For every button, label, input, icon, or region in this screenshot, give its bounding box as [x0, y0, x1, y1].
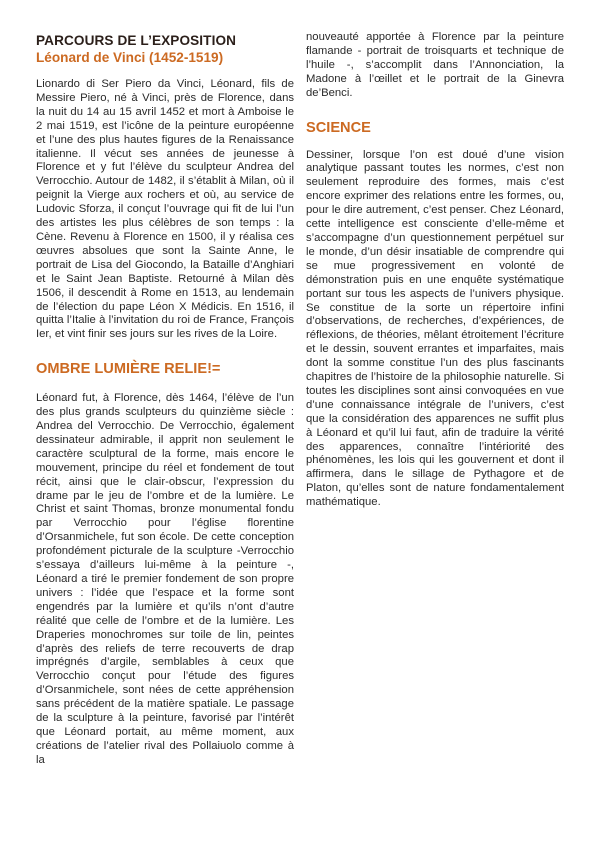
- section-heading-science: SCIENCE: [306, 119, 371, 136]
- page-title: PARCOURS DE L’EXPOSITION: [36, 33, 237, 48]
- intro-paragraph: Lionardo di Ser Piero da Vinci, Léonard, fils de Messire Piero, né à Vinci, près de Florence, dans la nuit du 14 au 15 avril 1452 et mort à Amboise le 2 mai 1519, est l’icône de la peinture européenne et l’une des plus hautes figures de la Renaissance italienne. Il vécut ses années de jeunesse à Florence et y fut l’élève du sculpteur Andrea del Verrocchio. Autour de 1482, il s’établit à Milan, où il peignit la Vierge aux rochers et où, au service de Ludovic Sforza, il conçut l’ouvrage qui fit de lui l’un des artistes les plus célèbres de son temps : la Cène. Revenu à Florence en 1500, il y réalisa ces œuvres absolues que sont la Sainte Anne, le portrait de Lisa del Giocondo, la Bataille d’Anghiari et le Saint Jean Baptiste. Retourné à Milan dès 1506, il descendit à Rome en 1513, au lendemain de l’élection du pape Léon X Médicis. En 1516, il quitta l’Italie à l’invitation du roi de France, François Ier, et vint finir ses jours sur les rives de la Loire.: [36, 78, 294, 341]
- spacer: [36, 378, 294, 392]
- section-ombre-lumiere-text: Léonard fut, à Florence, dès 1464, l’élève de l’un des plus grands sculpteurs du quinzième siècle : Andrea del Verrocchio. De Verrocchio, également dessinateur admirable, il apprit non seulement le caractère sculptural de la forme, mais encore le mouvement, principe du réel et fondement de tout récit, ainsi que le clair-obscur, l’expression du drame par le jeu de l’ombre et de la lumière. Le Christ et saint Thomas, bronze monumental fondu par Verrocchio pour l’église florentine d’Orsanmichele, fut son école. De cette conception profondément picturale de la sculpture -Verrocchio s’essaya d’ailleurs lui-même à la peinture -, Léonard a tiré le premier fondement de son propre univers : l’idée que l’espace et la forme sont engendrés par la lumière et qu’ils n’ont d’autre réalité que celle de l’ombre et de la lumière. Les Draperies monochromes sur toile de lin, peintes d’après des reliefs de terre recouverts de drap imprégnés d’argile, semblables à ceux que Verrocchio conçut pour l’étude des figures d’Orsanmichele, sont nées de cette appréhension sans précédent de la matière spatiale. Le passage de la sculpture à la peinture, favorisé par l’intérêt que Léonard portait, au même moment, aux créations de l’atelier rival des Pollaiuolo comme à la: [36, 392, 294, 766]
- section-heading-ombre-lumiere: OMBRE LUMIÈRE RELIE!=: [36, 361, 221, 378]
- spacer: [36, 342, 294, 360]
- section-ombre-lumiere-continued: nouveauté apportée à Florence par la peinture flamande - portrait de troisquarts et technique de l’huile -, s’accomplit dans l’Annonciation, la Madone à l’œillet et le portrait de la Ginevra de’Benci.: [306, 31, 564, 99]
- top-spacer: [36, 0, 294, 32]
- top-spacer: [306, 0, 564, 31]
- left-column: [36, 0, 294, 768]
- spacer: [306, 101, 564, 119]
- section-science-text: Dessiner, lorsque l’on est doué d’une vision analytique passant toutes les normes, c’est non seulement reproduire des formes, mais c’est encore exprimer des relations entre les formes, ou, pour le dire autrement, c’est penser. Chez Léonard, cette intelligence est consciente d’elle-même et s’accompagne d’un questionnement perpétuel sur le monde, d’un désir insatiable de comprendre qui se mue progressivement en volonté de démonstration puis en une enquête systématique portant sur tous les aspects de l’univers physique. Se constitue de la sorte un répertoire infini d’observations, de recherches, d’expériences, de réflexions, de théories, mêlant étroitement l’écriture et le dessin, souvent errantes et imparfaites, mais dont la somme constitue l’un des plus fascinants chapitres de l’histoire de la philosophie naturelle. Si toutes les disciplines sont ainsi convoquées en vue d’une connaissance intégrale de l’univers, c’est que la considération des apparences ne suffit plus à Léonard et qu’il lui faut, afin de traduire la vérité des apparences, connaître l’intériorité des phénomènes, les lois qui les gouvernent et dont il affirmera, dans le sillage de Pythagore et de Platon, qu’elles sont de nature fondamentalement mathématique.: [306, 148, 564, 509]
- spacer: [306, 137, 564, 149]
- page-subtitle: Léonard de Vinci (1452-1519): [36, 50, 224, 65]
- right-column: [306, 0, 564, 510]
- spacer: [36, 66, 294, 78]
